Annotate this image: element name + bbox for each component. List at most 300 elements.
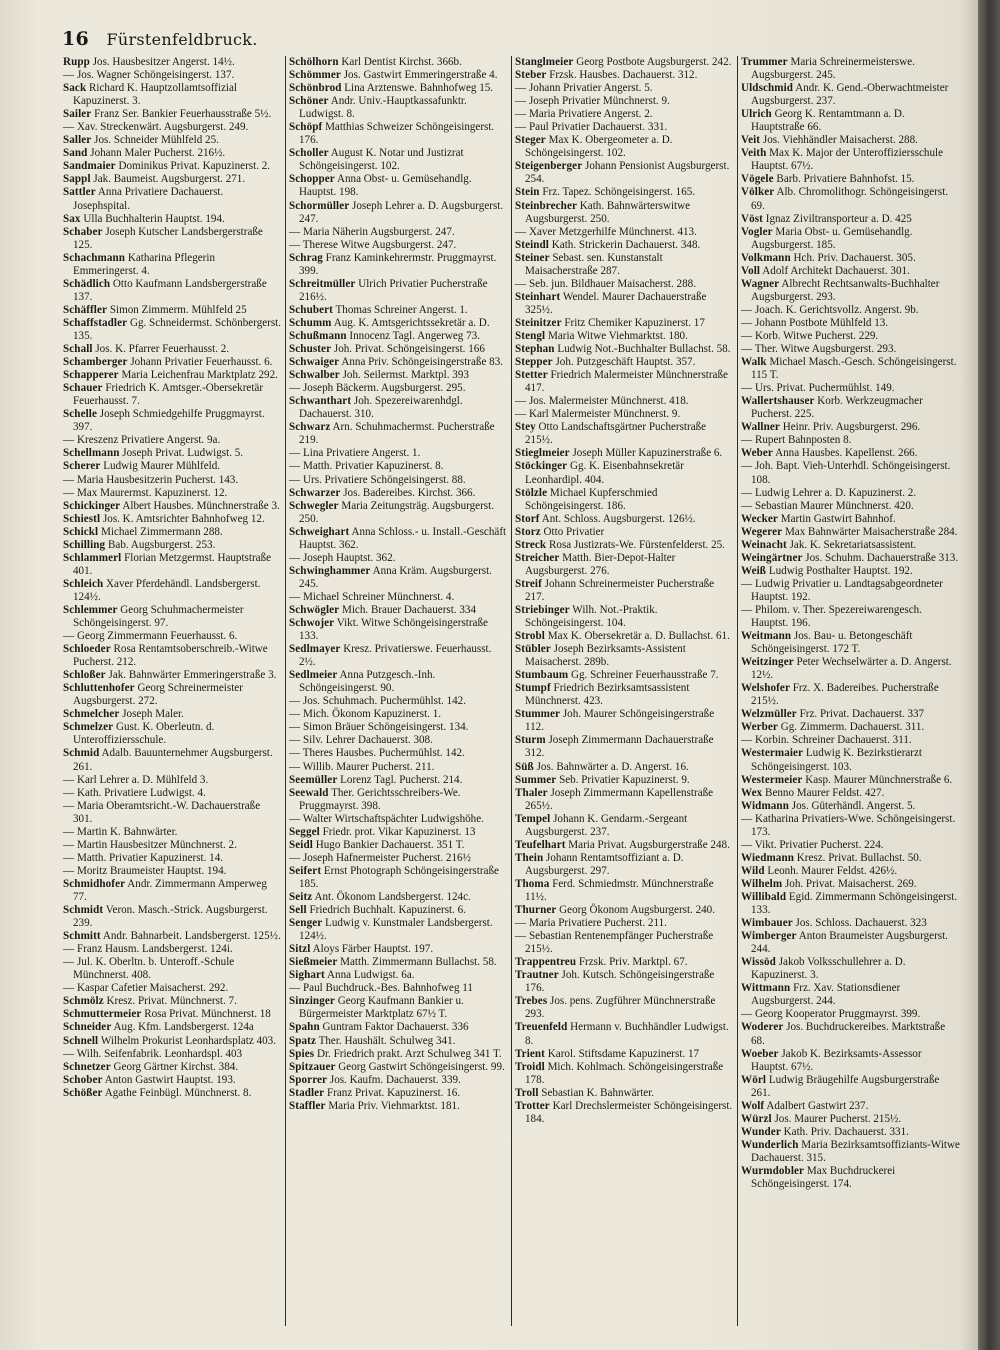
directory-entry	[515, 630, 734, 643]
entry-surname: Steinhart	[515, 290, 561, 303]
entry-details: Willib. Maurer Pucherst. 211.	[302, 760, 435, 773]
entry-details: Franz Ser. Bankier Feuerhausstraße 5½.	[94, 108, 272, 121]
entry-surname: Schwinghammer	[289, 564, 371, 577]
directory-entry	[63, 630, 282, 643]
entry-surname: Schlammerl	[63, 551, 122, 564]
entry-details: Georg Postbote Augsburgerst. 242.	[576, 56, 732, 68]
entry-details: Georg Kooperator Pruggmayrst. 399.	[754, 1008, 921, 1021]
entry-surname: Stöckinger	[515, 460, 568, 473]
entry-surname: —	[63, 434, 75, 447]
entry-surname: Stey	[515, 421, 536, 434]
entry-surname: Steinitzer	[515, 316, 562, 329]
entry-surname: —	[515, 95, 527, 108]
entry-details: Martin Hausbesitzer Münchnerst. 2.	[76, 838, 237, 851]
directory-entry	[63, 682, 282, 708]
entry-surname: Wex	[741, 786, 763, 799]
entry-details: Otto Privatier	[543, 525, 605, 538]
directory-entry	[741, 330, 961, 343]
directory-entry	[515, 774, 734, 787]
entry-details: Anton Braumeister Augsburgerst. 244.	[751, 930, 948, 956]
entry-surname: Volkmann	[741, 251, 791, 264]
entry-surname: —	[289, 721, 301, 734]
directory-columns	[60, 56, 964, 1326]
directory-entry	[515, 539, 734, 552]
entry-details: Joseph Hauptst. 362.	[302, 551, 396, 564]
entry-surname: —	[63, 473, 75, 486]
entry-details: Andr. K. Gend.-Oberwachtmeister Augsburgerst. 237.	[751, 82, 949, 108]
directory-entry	[63, 1048, 282, 1061]
entry-details: Georg Ökonom Augsburgerst. 240.	[559, 904, 715, 917]
directory-entry	[63, 643, 282, 669]
directory-entry	[515, 343, 734, 356]
directory-entry	[741, 774, 961, 787]
directory-entry	[63, 839, 282, 852]
directory-entry	[63, 369, 282, 382]
entry-details: Anna Putzgesch.-Inh. Schöngeisingerst. 90.	[299, 669, 436, 695]
directory-entry	[63, 108, 282, 121]
directory-entry	[289, 474, 508, 487]
entry-details: Joseph Bäckerm. Augsburgerst. 295.	[302, 382, 466, 395]
directory-entry	[63, 252, 282, 278]
entry-details: Alb. Chromolithogr. Schöngeisingerst. 69.	[751, 186, 949, 212]
entry-details: Anna Kräm. Augsburgerst. 245.	[299, 564, 492, 590]
entry-surname: Schall	[63, 343, 93, 356]
entry-details: Gg. Schreiner Feuerhausstraße 7.	[570, 669, 719, 682]
directory-entry	[289, 252, 508, 278]
entry-surname: Sinzinger	[289, 995, 335, 1008]
entry-surname: Schäffler	[63, 303, 108, 316]
directory-entry	[289, 173, 508, 199]
directory-entry	[515, 761, 734, 774]
entry-details: Hermann v. Buchhändler Ludwigst. 8.	[525, 1021, 729, 1047]
entry-details: Wilh. Not.-Praktik. Schöngeisingerst. 104.	[525, 603, 658, 630]
directory-entry	[63, 721, 282, 747]
directory-entry	[515, 969, 734, 995]
entry-details: Lina Arztenswe. Bahnhofweg 15.	[344, 82, 494, 95]
entry-details: Kresz. Privat. Bullachst. 50.	[796, 851, 922, 864]
entry-surname: Walk	[741, 356, 767, 369]
directory-entry	[515, 734, 734, 760]
directory-entry	[741, 656, 961, 682]
entry-surname: Süß	[515, 760, 534, 773]
entry-details: Frz. Xav. Stationsdiener Augsburgerst. 244.	[751, 982, 901, 1008]
entry-surname: —	[289, 734, 301, 747]
entry-surname: —	[741, 838, 753, 851]
directory-column-1	[60, 56, 286, 1326]
directory-entry	[741, 578, 961, 604]
entry-details: Rosa Privat. Münchnerst. 18	[144, 1008, 271, 1021]
entry-surname: Seggel	[289, 825, 320, 838]
directory-entry	[741, 526, 961, 539]
entry-details: Rosa Justizrats-We. Fürstenfelderst. 25.	[549, 538, 725, 551]
entry-details: Franz Privat. Kapuzinerst. 16.	[327, 1086, 461, 1099]
entry-surname: Schwaiger	[289, 356, 340, 369]
directory-entry	[289, 995, 508, 1021]
entry-details: Seb. jun. Bildhauer Maisacherst. 288.	[528, 277, 696, 290]
directory-entry	[63, 460, 282, 473]
entry-details: Maria Hausbesitzerin Pucherst. 143.	[76, 473, 239, 486]
entry-surname: Schelle	[63, 408, 97, 421]
entry-surname: Schamberger	[63, 356, 128, 369]
entry-details: Jos. Gastwirt Emmeringerstraße 4.	[343, 69, 498, 82]
directory-entry	[289, 734, 508, 747]
entry-surname: —	[741, 343, 753, 356]
entry-surname: Stölzle	[515, 486, 548, 499]
entry-surname: Thein	[515, 851, 544, 864]
entry-surname: —	[515, 277, 527, 290]
directory-entry	[515, 395, 734, 408]
entry-details: Johann Rentamtsoffiziant a. D. Augsburgerst. 297.	[525, 851, 684, 877]
entry-surname: Vöst	[741, 212, 763, 225]
entry-surname: —	[289, 551, 301, 564]
directory-entry	[741, 891, 961, 917]
entry-details: Karl Dentist Kirchst. 366b.	[341, 56, 462, 68]
directory-entry	[741, 500, 961, 513]
entry-details: Kath. Bahnwärterswitwe Augsburgerst. 250.	[525, 199, 691, 225]
directory-entry	[289, 1061, 508, 1074]
entry-details: Jos. Buchdruckereibes. Marktstraße 68.	[751, 1021, 946, 1047]
directory-entry	[515, 291, 734, 317]
entry-surname: —	[63, 838, 75, 851]
entry-details: Frz. Tapez. Schöngeisingerst. 165.	[542, 186, 696, 199]
directory-entry	[515, 239, 734, 252]
directory-entry	[63, 982, 282, 995]
entry-surname: Werber	[741, 721, 778, 734]
entry-details: Rupert Bahnposten 8.	[754, 434, 852, 447]
directory-entry	[63, 69, 282, 82]
entry-details: Ludwig Bräugehilfe Augsburgerstraße 261.	[751, 1073, 940, 1099]
entry-details: Jakob K. Bezirksamts-Assessor Hauptst. 67½.	[751, 1047, 922, 1073]
entry-surname: —	[289, 812, 301, 825]
entry-details: Xav. Streckenwärt. Augsburgerst. 249.	[76, 121, 249, 134]
entry-details: Rosa Rentamtsoberschreib.-Witwe Pucherst. 212.	[73, 643, 268, 669]
entry-surname: Schmelcher	[63, 708, 120, 721]
directory-entry	[289, 839, 508, 852]
entry-details: Joseph Zimmermann Dachauerstraße 312.	[525, 734, 714, 760]
entry-details: Joh. Kutsch. Schöngeisingerstraße 176.	[525, 969, 715, 995]
entry-surname: Schweighart	[289, 525, 350, 538]
entry-surname: —	[741, 382, 753, 395]
entry-details: Jak. K. Sekretariatsassistent.	[789, 538, 917, 551]
entry-details: Max Maurermst. Kapuzinerst. 12.	[76, 486, 228, 499]
directory-entry	[63, 943, 282, 956]
directory-entry	[63, 147, 282, 160]
entry-surname: Schwalber	[289, 369, 340, 382]
entry-details: Maria Obst- u. Gemüsehandlg. Augsburgerst. 185.	[751, 225, 913, 251]
entry-details: Jos. Wagner Schöngeisingerst. 137.	[76, 69, 235, 82]
directory-entry	[515, 95, 734, 108]
directory-entry	[741, 865, 961, 878]
entry-surname: Saller	[63, 134, 92, 147]
entry-surname: Schöpf	[289, 121, 323, 134]
entry-details: Georg Schuhmachermeister Schöngeisingerst. 97.	[73, 603, 244, 630]
entry-surname: Tempel	[515, 812, 551, 825]
directory-entry	[741, 134, 961, 147]
entry-surname: Schößer	[63, 1086, 103, 1099]
entry-details: Peter Wechselwärter a. D. Angerst. 12½.	[751, 656, 952, 682]
directory-entry	[741, 447, 961, 460]
entry-surname: Seewald	[289, 786, 329, 799]
entry-details: Jos. Schuhm. Dachauerstraße 313.	[805, 551, 959, 564]
directory-entry	[63, 995, 282, 1008]
entry-details: Georg Zimmermann Feuerhausst. 6.	[76, 630, 238, 643]
directory-entry	[515, 82, 734, 95]
entry-surname: Streck	[515, 538, 547, 551]
entry-surname: —	[741, 486, 753, 499]
entry-surname: Steinbrecher	[515, 199, 577, 212]
entry-details: Johann Postbote Mühlfeld 13.	[754, 316, 889, 329]
directory-entry	[289, 826, 508, 839]
entry-surname: —	[741, 329, 753, 342]
entry-surname: Stephan	[515, 343, 555, 356]
entry-details: Karl Drechslermeister Schöngeisingerst. 184.	[525, 1099, 733, 1125]
directory-entry	[741, 565, 961, 578]
entry-details: Friedrich Malermeister Münchnerstraße 417.	[525, 369, 728, 395]
entry-surname: —	[289, 473, 301, 486]
entry-surname: Wunderlich	[741, 1138, 799, 1151]
entry-surname: Vögele	[741, 173, 774, 186]
entry-surname: —	[289, 460, 301, 473]
directory-entry	[63, 317, 282, 343]
entry-details: Ludwig Posthalter Hauptst. 192.	[768, 564, 913, 577]
directory-entry	[289, 460, 508, 473]
directory-entry	[741, 552, 961, 565]
directory-entry	[289, 226, 508, 239]
entry-surname: Woderer	[741, 1021, 784, 1034]
entry-surname: Sack	[63, 82, 87, 95]
entry-surname: —	[63, 864, 75, 877]
entry-surname: —	[515, 121, 527, 134]
directory-entry	[515, 669, 734, 682]
directory-entry	[63, 878, 282, 904]
entry-details: Jul. K. Oberltn. b. Unteroff.-Schule Münchnerst. 408.	[73, 956, 235, 982]
directory-entry	[63, 865, 282, 878]
directory-entry	[63, 526, 282, 539]
entry-details: Adalb. Bauunternehmer Augsburgerst. 261.	[73, 747, 273, 773]
entry-details: Mich. Brauer Dachauerst. 334	[341, 603, 476, 616]
directory-entry	[289, 278, 508, 304]
entry-surname: Wegerer	[741, 525, 783, 538]
directory-entry	[741, 487, 961, 500]
directory-entry	[741, 173, 961, 186]
entry-surname: Welshofer	[741, 682, 790, 695]
entry-details: Walter Wirtschaftspächter Ludwigshöhe.	[302, 812, 484, 825]
directory-entry	[741, 813, 961, 839]
entry-surname: Welzmüller	[741, 708, 797, 721]
directory-entry	[741, 800, 961, 813]
entry-surname: Schrag	[289, 251, 323, 264]
entry-details: Mich. Kohlmach. Schöngeisingerstraße 178.	[525, 1060, 724, 1086]
entry-details: Anna Hausbes. Kapellenst. 266.	[775, 447, 918, 460]
entry-surname: Weinacht	[741, 538, 787, 551]
directory-entry	[741, 930, 961, 956]
directory-entry	[289, 56, 508, 69]
entry-surname: Storz	[515, 525, 541, 538]
entry-details: Korb. Werkzeugmacher Pucherst. 225.	[751, 395, 923, 421]
entry-details: Simon Bräuer Schöngeisingerst. 134.	[302, 721, 469, 734]
entry-surname: —	[741, 303, 753, 316]
entry-details: Johann Privatier Angerst. 5.	[528, 82, 653, 95]
directory-entry	[515, 447, 734, 460]
entry-details: Martin K. Bahnwärter.	[76, 825, 178, 838]
entry-surname: Sailer	[63, 108, 92, 121]
entry-details: Michael Schreiner Münchnerst. 4.	[302, 590, 455, 603]
entry-details: Karol. Stiftsdame Kapuzinerst. 17	[547, 1047, 700, 1060]
entry-details: Friedrich Buchhalt. Kapuzinerst. 6.	[309, 904, 466, 917]
entry-details: Kresz. Privatierswe. Feuerhausst. 2½.	[299, 643, 492, 669]
entry-surname: Westermeier	[741, 773, 803, 786]
entry-details: Maria Zeitungsträg. Augsburgerst. 250.	[299, 499, 494, 525]
entry-details: Ther. Haushält. Schulweg 341.	[318, 1034, 456, 1047]
entry-surname: Trautner	[515, 969, 559, 982]
directory-entry	[289, 669, 508, 695]
directory-entry	[289, 956, 508, 969]
directory-entry	[741, 604, 961, 630]
directory-entry	[63, 578, 282, 604]
entry-surname: Schloeder	[63, 643, 111, 656]
directory-entry	[63, 1008, 282, 1021]
directory-entry	[63, 82, 282, 108]
directory-entry	[515, 878, 734, 904]
entry-surname: Treuenfeld	[515, 1021, 568, 1034]
entry-details: Friedrich K. Amtsger.-Obersekretär Feuerhausst. 7.	[73, 382, 264, 408]
entry-details: Jos. K. Pfarrer Feuerhausst. 2.	[95, 343, 230, 356]
entry-details: Florian Metzgermst. Hauptstraße 401.	[73, 551, 272, 577]
directory-entry	[741, 1126, 961, 1139]
entry-surname: Spahn	[289, 1021, 320, 1034]
entry-surname: —	[289, 760, 301, 773]
entry-surname: Sattler	[63, 186, 96, 199]
entry-details: Friedrich Bezirksamtsassistent Münchnerst. 423.	[525, 682, 690, 708]
directory-entry	[741, 56, 961, 82]
entry-details: Maria Oberamtsricht.-W. Dachauerstraße 301.	[73, 799, 261, 825]
entry-surname: Schmuttermeier	[63, 1008, 142, 1021]
entry-surname: —	[741, 812, 753, 825]
entry-surname: —	[63, 943, 75, 956]
directory-entry	[289, 852, 508, 865]
entry-details: Ulla Buchhalterin Hauptst. 194.	[83, 212, 225, 225]
page-title: Fürstenfeldbruck.	[106, 30, 258, 49]
directory-entry	[515, 995, 734, 1021]
directory-entry	[63, 343, 282, 356]
directory-entry	[289, 787, 508, 813]
entry-details: Hugo Bankier Dachauerst. 351 T.	[315, 838, 465, 851]
entry-surname: Schachmann	[63, 251, 126, 264]
entry-surname: Sturm	[515, 734, 546, 747]
entry-details: Andr. Univ.-Hauptkassafunktr. Ludwigst. 8.	[299, 95, 467, 121]
entry-details: Urs. Privat. Puchermühlst. 149.	[754, 382, 895, 395]
entry-details: Mich. Ökonom Kapuzinerst. 1.	[302, 708, 442, 721]
entry-details: Theres Hausbes. Puchermühlst. 142.	[302, 747, 465, 760]
entry-details: Michael Masch.-Gesch. Schöngeisingerst. 115 T.	[751, 356, 957, 382]
entry-surname: Schilling	[63, 538, 106, 551]
entry-details: Gust. K. Oberleutn. d. Unteroffiziersschule.	[73, 721, 215, 747]
entry-surname: Troll	[515, 1086, 539, 1099]
entry-surname: Schiestl	[63, 512, 101, 525]
directory-entry	[515, 226, 734, 239]
directory-entry	[741, 147, 961, 173]
entry-details: Ferd. Schmiedmstr. Münchnerstraße 11½.	[525, 877, 714, 903]
directory-entry	[289, 982, 508, 995]
entry-details: Max K. Major der Unteroffiziersschule Hauptst. 67½.	[751, 147, 944, 173]
directory-entry	[741, 108, 961, 134]
entry-surname: —	[289, 382, 301, 395]
entry-surname: Stepper	[515, 356, 553, 369]
entry-surname: Schwarz	[289, 421, 331, 434]
directory-entry	[289, 747, 508, 760]
entry-surname: —	[515, 917, 527, 930]
directory-entry	[741, 839, 961, 852]
directory-entry	[63, 474, 282, 487]
entry-surname: Wolf	[741, 1099, 765, 1112]
directory-entry	[63, 278, 282, 304]
entry-details: Kasp. Maurer Münchnerstraße 6.	[805, 773, 953, 786]
entry-details: Dr. Friedrich prakt. Arzt Schulweg 341 T.	[316, 1047, 502, 1060]
directory-entry	[289, 95, 508, 121]
entry-details: Maria Privatiere Angerst. 2.	[528, 108, 653, 121]
directory-entry	[289, 943, 508, 956]
entry-surname: Strobl	[515, 630, 545, 643]
directory-entry	[741, 1048, 961, 1074]
directory-entry	[515, 813, 734, 839]
entry-details: Ludwig K. Bezirkstierarzt Schöngeisingerst. 103.	[751, 747, 923, 773]
entry-details: Jak. Bahnwärter Emmeringerstraße 3.	[108, 669, 277, 682]
entry-details: Matth. Privatier Kapuzinerst. 8.	[302, 460, 444, 473]
entry-surname: Schaffstadler	[63, 316, 128, 329]
entry-surname: Wörl	[741, 1073, 767, 1086]
directory-entry	[741, 708, 961, 721]
page-header	[62, 28, 362, 54]
entry-details: Friedr. prot. Vikar Kapuzinerst. 13	[322, 825, 476, 838]
entry-surname: Wagner	[741, 277, 780, 290]
directory-entry	[63, 787, 282, 800]
directory-entry	[515, 317, 734, 330]
directory-entry	[515, 408, 734, 421]
entry-details: Korbin. Schreiner Dachauerst. 311.	[754, 734, 912, 747]
entry-details: August K. Notar und Justizrat Schöngeisingerst. 102.	[299, 147, 464, 173]
entry-surname: Wimberger	[741, 930, 797, 943]
entry-details: Frz. Privat. Dachauerst. 337	[799, 708, 925, 721]
entry-details: Maria Privat. Augsburgerstraße 248.	[568, 838, 730, 851]
entry-surname: —	[63, 69, 75, 82]
entry-surname: Schömmer	[289, 69, 341, 82]
directory-entry	[289, 382, 508, 395]
entry-surname: Wallner	[741, 421, 780, 434]
directory-entry	[289, 304, 508, 317]
entry-surname: Schmidhofer	[63, 877, 126, 890]
entry-surname: Stein	[515, 186, 540, 199]
directory-entry	[63, 56, 282, 69]
entry-surname: Schnell	[63, 1034, 99, 1047]
entry-details: Sebastian Rentenempfänger Pucherstraße 215½.	[525, 930, 714, 956]
directory-entry	[289, 69, 508, 82]
entry-surname: Staffler	[289, 1099, 326, 1112]
entry-details: Simon Zimmerm. Mühlfeld 25	[109, 303, 247, 316]
entry-details: Johann Pensionist Augsburgerst. 254.	[525, 160, 730, 186]
directory-entry	[289, 969, 508, 982]
entry-details: Joh. Spezereiwarenhdgl. Dachauerst. 310.	[299, 395, 463, 421]
directory-entry	[515, 460, 734, 486]
entry-surname: Wurmdobler	[741, 1164, 805, 1177]
entry-details: Kath. Privatiere Ludwigst. 4.	[76, 786, 206, 799]
entry-details: Moritz Braumeister Hauptst. 194.	[76, 864, 227, 877]
entry-details: Maria Schreinermeisterswe. Augsburgerst. 245.	[751, 56, 915, 82]
entry-surname: —	[63, 486, 75, 499]
entry-details: Ulrich Privatier Pucherstraße 216½.	[299, 277, 488, 303]
entry-details: Jos. Badereibes. Kirchst. 366.	[343, 486, 476, 499]
directory-entry	[289, 721, 508, 734]
entry-surname: Uldschmid	[741, 82, 794, 95]
